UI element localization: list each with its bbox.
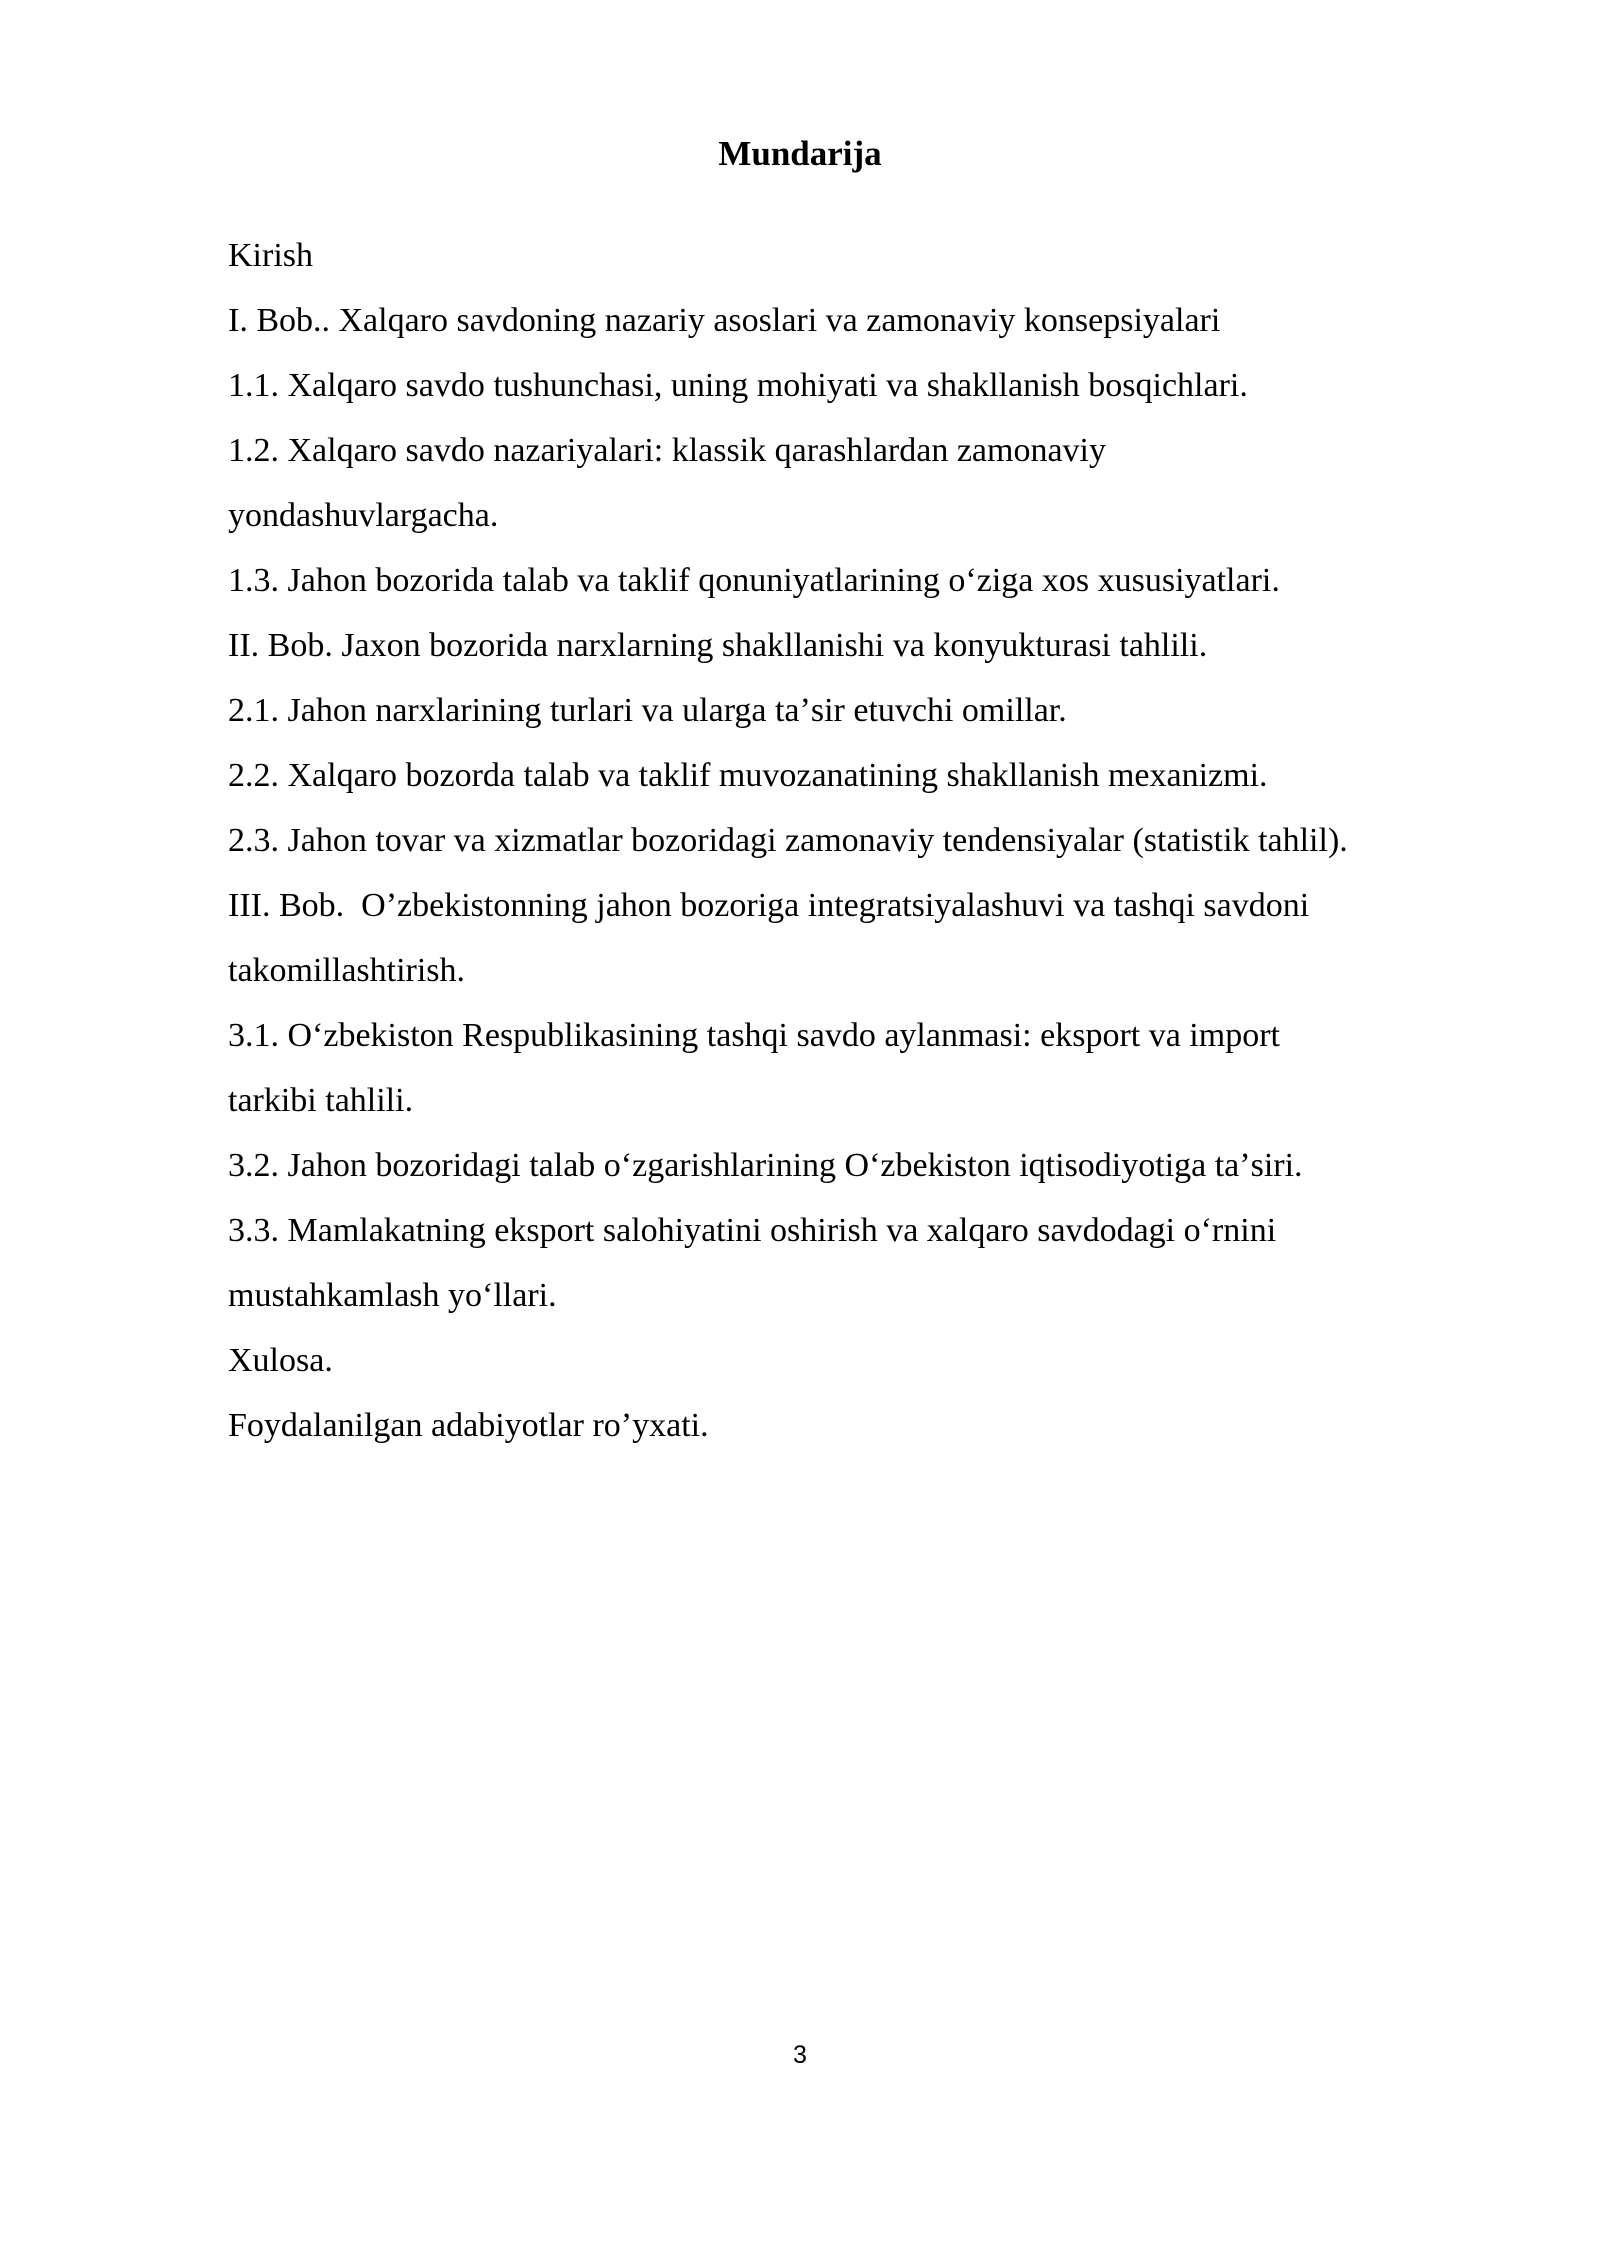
table-of-contents: [228, 223, 1478, 1458]
toc-line-chapter-3-continued: takomillashtirish.: [228, 952, 466, 989]
toc-line-conclusion: Xulosa.: [228, 1342, 333, 1379]
toc-line-references: Foydalanilgan adabiyotlar roʼyxati.: [228, 1407, 709, 1444]
toc-line-section-3-3-continued: mustahkamlash yoʻllari.: [228, 1277, 557, 1314]
toc-line-section-3-1-continued: tarkibi tahlili.: [228, 1082, 414, 1119]
toc-line-chapter-3: III. Bob. Oʼzbekistonning jahon bozoriga integratsiyalashuvi va tashqi savdoni: [228, 887, 1310, 924]
toc-line-section-2-1: 2.1. Jahon narxlarining turlari va ularga taʼsir etuvchi omillar.: [228, 692, 1067, 729]
toc-line-chapter-1: I. Bob.. Xalqaro savdoning nazariy asoslari va zamonaviy konsepsiyalari: [228, 302, 1221, 339]
toc-line-section-3-1: 3.1. Oʻzbekiston Respublikasining tashqi savdo aylanmasi: eksport va import: [228, 1017, 1280, 1054]
toc-line-chapter-2: II. Bob. Jaxon bozorida narxlarning shakllanishi va konyukturasi tahlili.: [228, 627, 1208, 664]
toc-line-section-1-2: 1.2. Xalqaro savdo nazariyalari: klassik qarashlardan zamonaviy: [228, 432, 1107, 469]
toc-line-section-3-2: 3.2. Jahon bozoridagi talab oʻzgarishlarining Oʻzbekiston iqtisodiyotiga taʼsiri.: [228, 1147, 1303, 1184]
toc-line-section-1-3: 1.3. Jahon bozorida talab va taklif qonuniyatlarining oʻziga xos xususiyatlari.: [228, 562, 1280, 599]
toc-line-section-2-2: 2.2. Xalqaro bozorda talab va taklif muvozanatining shakllanish mexanizmi.: [228, 757, 1268, 794]
toc-line-section-3-3: 3.3. Mamlakatning eksport salohiyatini oshirish va xalqaro savdodagi oʻrnini: [228, 1212, 1277, 1249]
page-title: Mundarija: [718, 134, 882, 173]
toc-line-section-1-1: 1.1. Xalqaro savdo tushunchasi, uning mohiyati va shakllanish bosqichlari.: [228, 367, 1248, 404]
page-number: 3: [793, 2041, 807, 2069]
toc-line-section-1-2-continued: yondashuvlargacha.: [228, 497, 499, 534]
toc-line-intro: Kirish: [228, 237, 313, 274]
toc-line-section-2-3: 2.3. Jahon tovar va xizmatlar bozoridagi zamonaviy tendensiyalar (statistik tahlil).: [228, 822, 1348, 859]
